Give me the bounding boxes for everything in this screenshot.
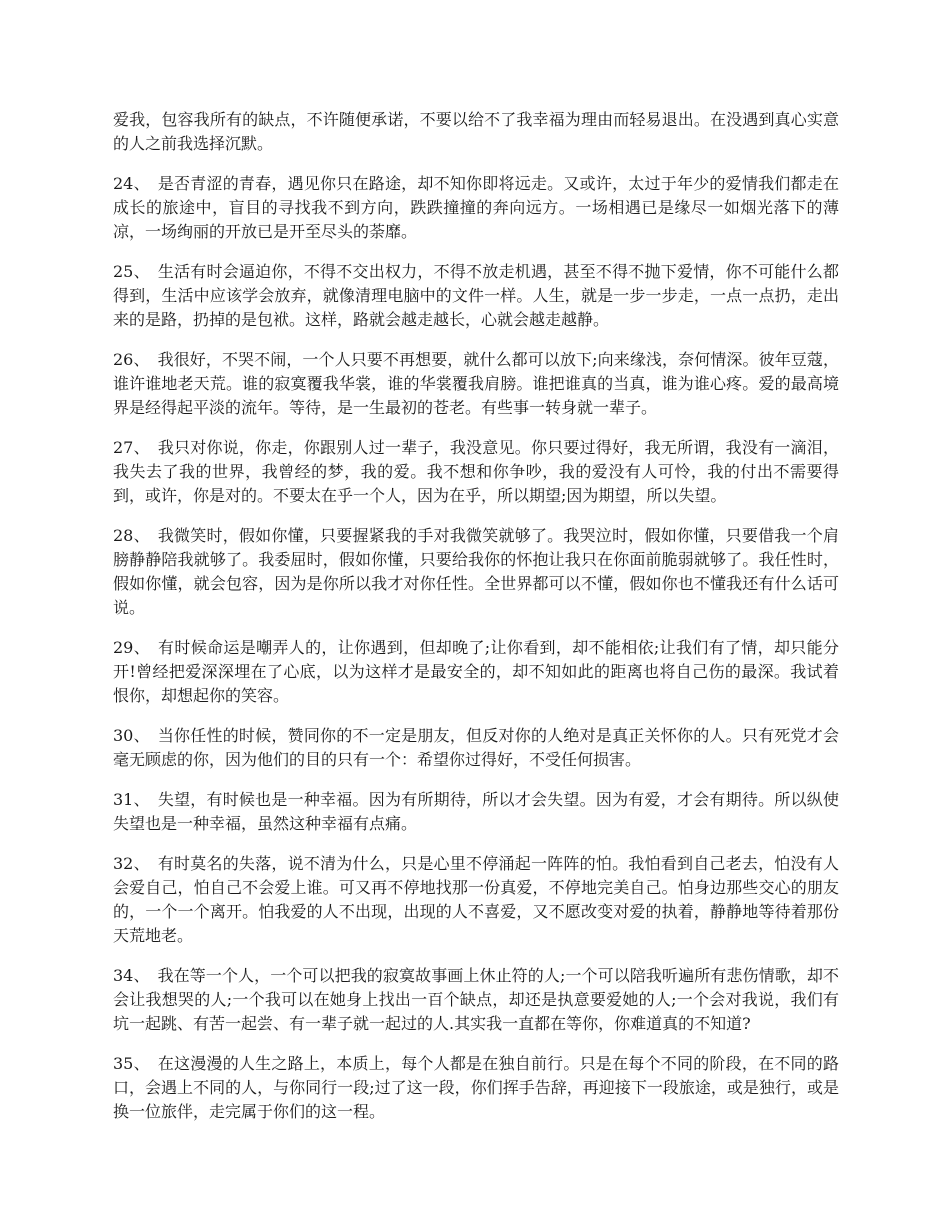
paragraph-27	[113, 436, 839, 508]
paragraph-text: 有时候命运是嘲弄人的，让你遇到，但却晚了;让你看到，却不能相依;让我们有了情，却只能分开!曾经把爱深深埋在了心底，以为这样才是最安全的，却不知如此的距离也将自己伤的最深。我试着恨你，却想起你的笑容。	[113, 638, 839, 705]
paragraph-number: 34、	[113, 966, 150, 985]
paragraph-35	[113, 1052, 839, 1124]
paragraph-28	[113, 524, 839, 620]
paragraph-text: 爱我，包容我所有的缺点，不许随便承诺，不要以给不了我幸福为理由而轻易退出。在没遇到真心实意的人之前我选择沉默。	[113, 110, 839, 153]
paragraph-text: 我在等一个人，一个可以把我的寂寞故事画上休止符的人;一个可以陪我听遍所有悲伤情歌，却不会让我想哭的人;一个我可以在她身上找出一百个缺点，却还是执意要爱她的人;一个会对我说，我们有坑一起跳、有苦一起尝、有一辈子就一起过的人.其实我一直都在等你，你难道真的不知道?	[113, 966, 839, 1033]
paragraph-number: 32、	[113, 854, 150, 873]
paragraph-32	[113, 852, 839, 948]
paragraph-number: 27、	[113, 438, 150, 457]
paragraph-number: 26、	[113, 350, 150, 369]
paragraph-text: 有时莫名的失落，说不清为什么，只是心里不停涌起一阵阵的怕。我怕看到自己老去，怕没有人会爱自己，怕自己不会爱上谁。可又再不停地找那一份真爱，不停地完美自己。怕身边那些交心的朋友的，一个一个离开。怕我爱的人不出现，出现的人不喜爱，又不愿改变对爱的执着，静静地等待着那份天荒地老。	[113, 854, 839, 945]
paragraph-29	[113, 636, 839, 708]
paragraph-30	[113, 724, 839, 772]
paragraph-number: 35、	[113, 1054, 150, 1073]
paragraph-text: 在这漫漫的人生之路上，本质上，每个人都是在独自前行。只是在每个不同的阶段，在不同的路口，会遇上不同的人，与你同行一段;过了这一段，你们挥手告辞，再迎接下一段旅途，或是独行，或是换一位旅伴，走完属于你们的这一程。	[113, 1054, 839, 1121]
paragraph-34	[113, 964, 839, 1036]
paragraph-31	[113, 788, 839, 836]
paragraph-24	[113, 172, 839, 244]
paragraph-number: 31、	[113, 790, 150, 809]
paragraph-number: 29、	[113, 638, 151, 657]
paragraph-number: 24、	[113, 174, 150, 193]
paragraph-text: 我只对你说，你走，你跟别人过一辈子，我没意见。你只要过得好，我无所谓，我没有一滴泪，我失去了我的世界，我曾经的梦，我的爱。我不想和你争吵，我的爱没有人可怜，我的付出不需要得到，或许，你是对的。不要太在乎一个人，因为在乎，所以期望;因为期望，所以失望。	[113, 438, 839, 505]
paragraph-25	[113, 260, 839, 332]
paragraph-text: 我很好，不哭不闹，一个人只要不再想要，就什么都可以放下;向来缘浅，奈何情深。彼年豆蔻，谁许谁地老天荒。谁的寂寞覆我华裳，谁的华裳覆我肩膀。谁把谁真的当真，谁为谁心疼。爱的最高境界是经得起平淡的流年。等待，是一生最初的苍老。有些事一转身就一辈子。	[113, 350, 839, 417]
document-body	[113, 108, 839, 1140]
paragraph-26	[113, 348, 839, 420]
paragraph-text: 失望，有时候也是一种幸福。因为有所期待，所以才会失望。因为有爱，才会有期待。所以纵使失望也是一种幸福，虽然这种幸福有点痛。	[113, 790, 839, 833]
paragraph-number: 28、	[113, 526, 150, 545]
paragraph-text: 当你任性的时候，赞同你的不一定是朋友，但反对你的人绝对是真正关怀你的人。只有死党才会毫无顾虑的你，因为他们的目的只有一个：希望你过得好，不受任何损害。	[113, 726, 839, 769]
paragraph-number: 30、	[113, 726, 150, 745]
paragraph-intro	[113, 108, 839, 156]
paragraph-text: 是否青涩的青春，遇见你只在路途，却不知你即将远走。又或许，太过于年少的爱情我们都走在成长的旅途中，盲目的寻找我不到方向，跌跌撞撞的奔向远方。一场相遇已是缘尽一如烟光落下的薄凉，一场绚丽的开放已是开至尽头的荼靡。	[113, 174, 839, 241]
paragraph-text: 我微笑时，假如你懂，只要握紧我的手对我微笑就够了。我哭泣时，假如你懂，只要借我一个肩膀静静陪我就够了。我委屈时，假如你懂，只要给我你的怀抱让我只在你面前脆弱就够了。我任性时，假如你懂，就会包容，因为是你所以我才对你任性。全世界都可以不懂，假如你也不懂我还有什么话可说。	[113, 526, 839, 617]
paragraph-number: 25、	[113, 262, 150, 281]
paragraph-text: 生活有时会逼迫你，不得不交出权力，不得不放走机遇，甚至不得不抛下爱情，你不可能什么都得到，生活中应该学会放弃，就像清理电脑中的文件一样。人生，就是一步一步走，一点一点扔，走出来的是路，扔掉的是包袱。这样，路就会越走越长，心就会越走越静。	[113, 262, 839, 329]
